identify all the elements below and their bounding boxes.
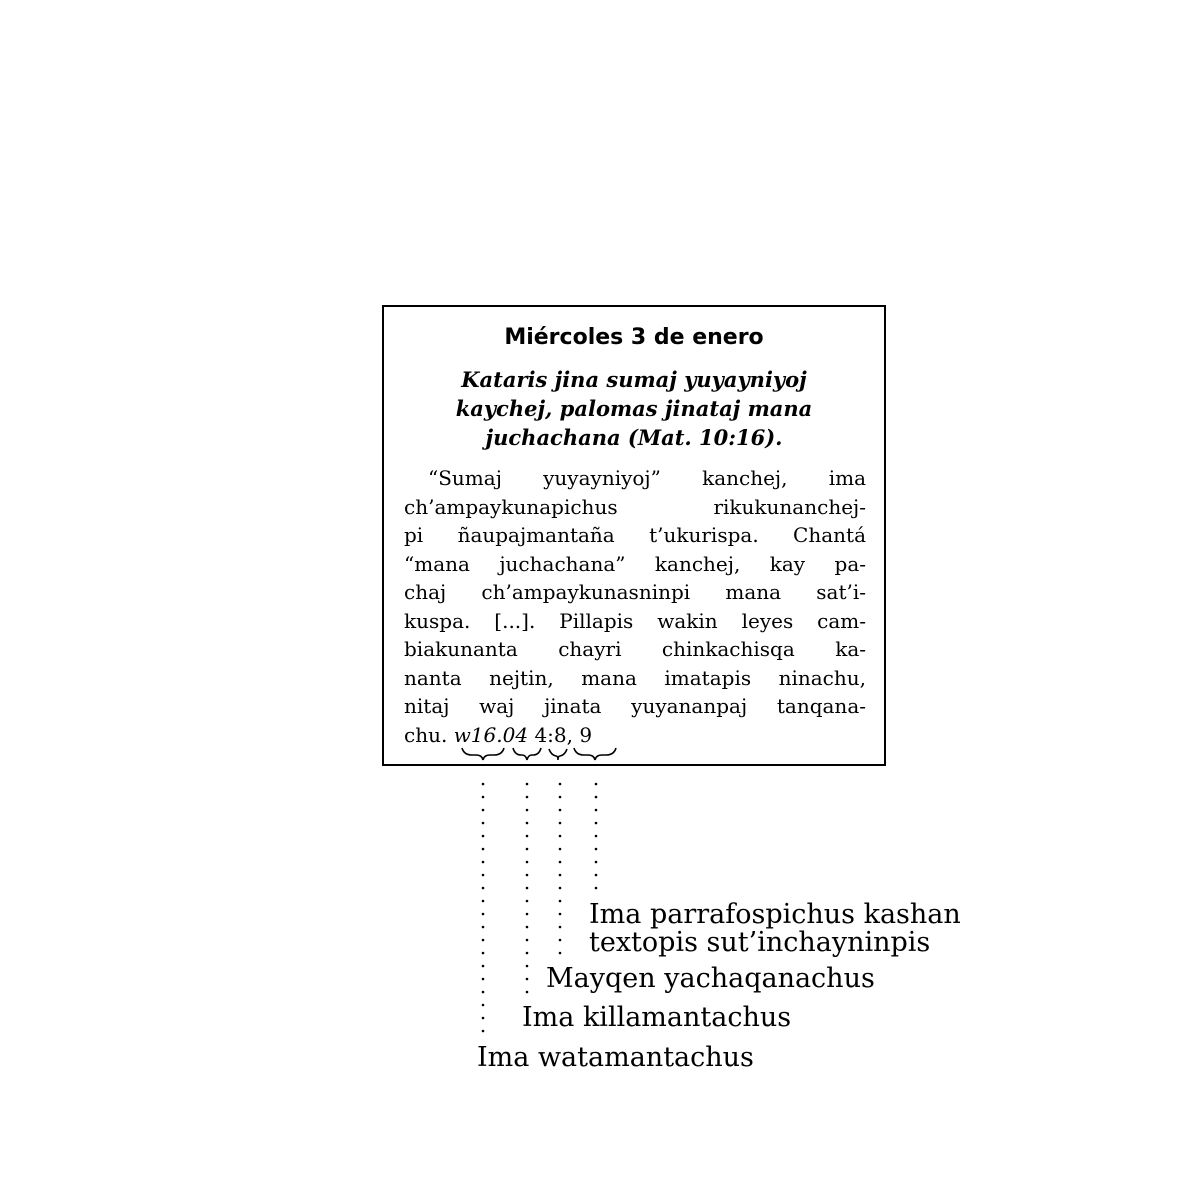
legend-paragraph-line: textopis sut’inchayninpis bbox=[589, 927, 931, 958]
verse-line: kaychej, palomas jinataj mana bbox=[455, 396, 813, 421]
verse-line: juchachana (Mat. 10:16). bbox=[485, 425, 783, 450]
body-line-reference bbox=[404, 721, 866, 750]
body-line: “Sumaj yuyayniyoj” kanchej, ima bbox=[428, 466, 866, 490]
date-heading: Miércoles 3 de enero bbox=[504, 325, 764, 350]
body-line-end: chu. bbox=[404, 722, 448, 747]
legend-paragraph-line: Ima parrafospichus kashan bbox=[589, 899, 961, 930]
body-line: biakunanta chayri chinkachisqa ka- bbox=[404, 637, 866, 661]
verse-line: Kataris jina sumaj yuyayniyoj bbox=[461, 367, 807, 392]
legend-year: Ima watamantachus bbox=[477, 1042, 754, 1073]
daily-text-card bbox=[382, 305, 886, 766]
body-line: pi ñaupajmantaña t’ukurispa. Chantá bbox=[404, 523, 866, 547]
reference-page-paragraph: 4:8, bbox=[534, 722, 573, 747]
body-line: nanta nejtin, mana imatapis ninachu, bbox=[404, 665, 866, 690]
commentary-text bbox=[404, 464, 866, 749]
legend-page: Mayqen yachaqanachus bbox=[546, 963, 875, 994]
reference-issue: .04 bbox=[496, 722, 529, 747]
body-line: “mana juchachana” kanchej, kay pa- bbox=[404, 551, 866, 576]
theme-verse bbox=[404, 365, 864, 452]
body-line: chaj ch’ampaykunasninpi mana sat’i- bbox=[404, 580, 866, 604]
body-line: ch’ampaykunapichus rikukunanchej- bbox=[404, 494, 866, 519]
legend-paragraph bbox=[589, 901, 961, 957]
reference-paragraph: 9 bbox=[579, 722, 593, 747]
legend-month: Ima killamantachus bbox=[522, 1002, 792, 1033]
reference-publication: w16 bbox=[453, 722, 497, 747]
body-line: nitaj waj jinata yuyananpaj tanqana- bbox=[404, 694, 866, 718]
body-line: kuspa. [...]. Pillapis wakin leyes cam- bbox=[404, 608, 866, 633]
